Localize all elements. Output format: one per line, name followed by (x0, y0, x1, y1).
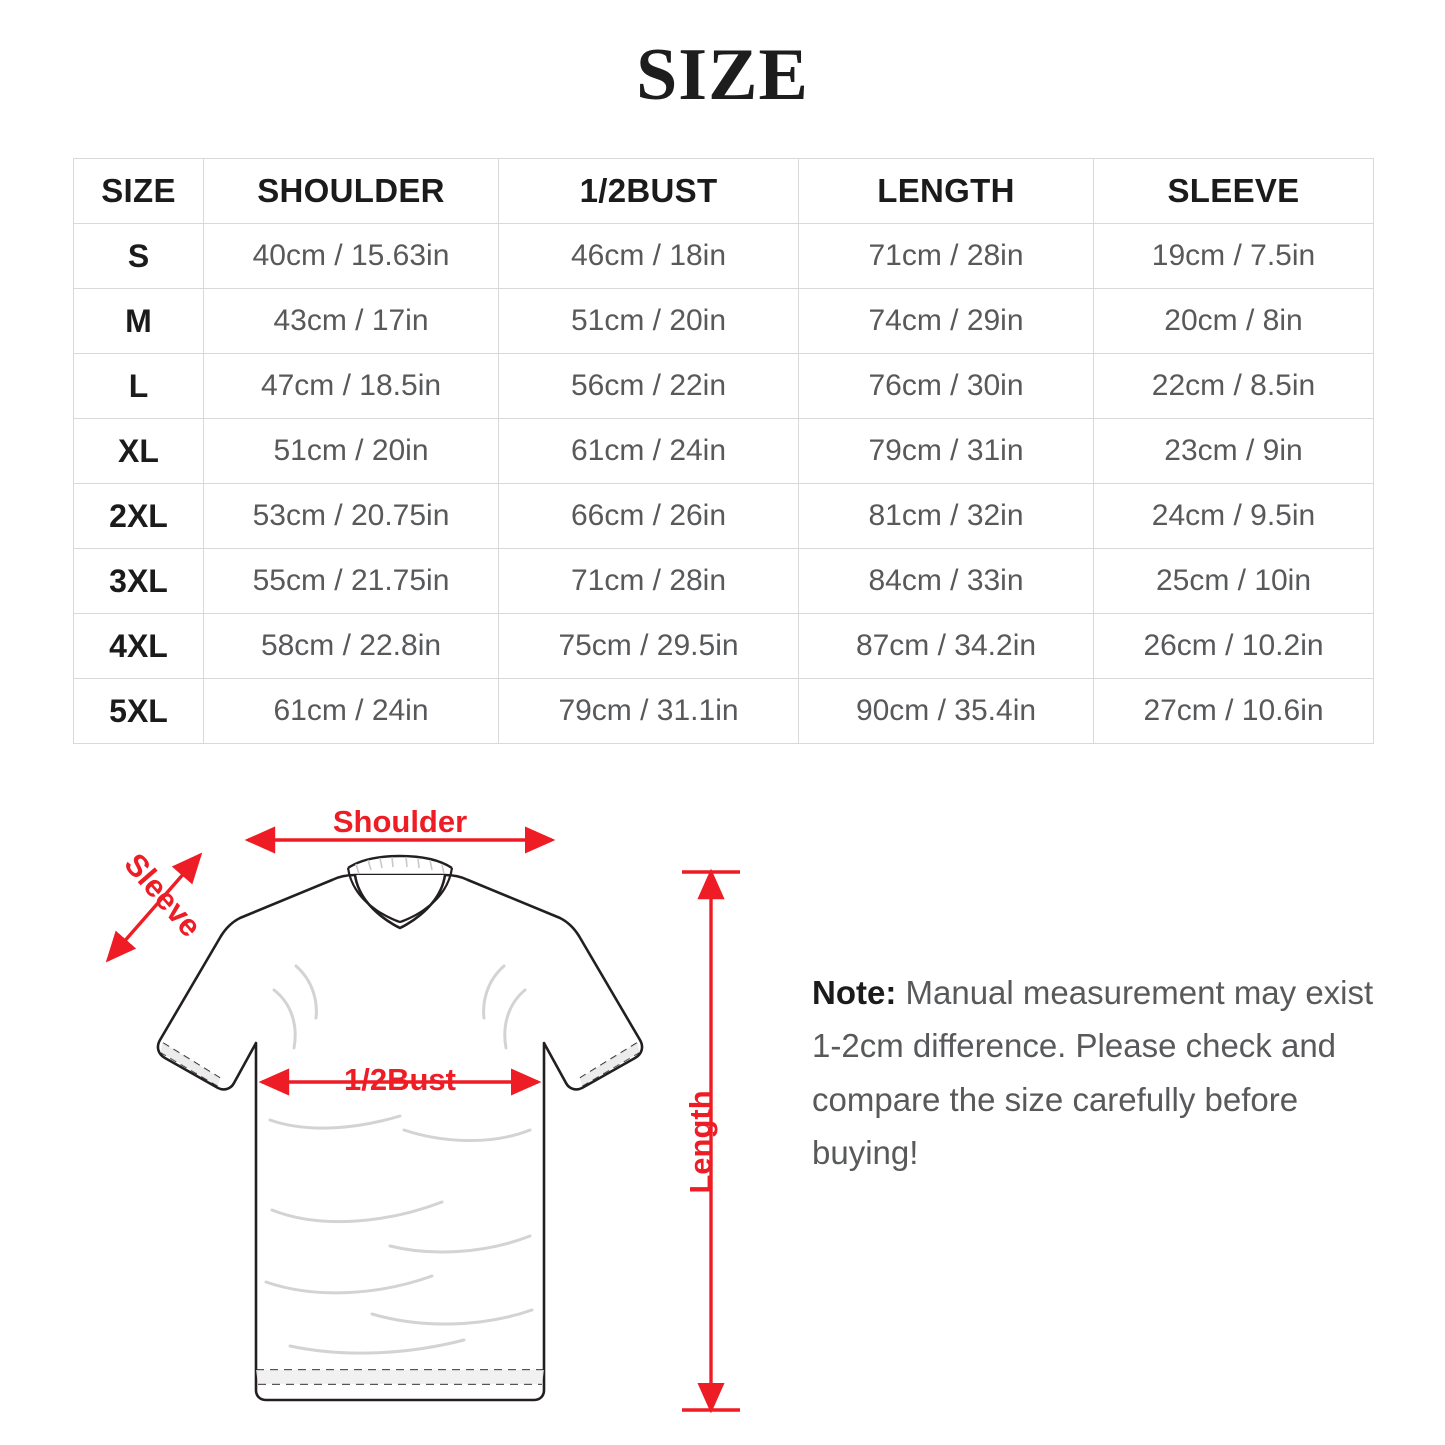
size-table-container (73, 158, 1373, 744)
tshirt-illustration (158, 856, 642, 1400)
cell-shoulder: 55cm / 21.75in (204, 549, 499, 614)
cell-sleeve: 20cm / 8in (1094, 289, 1374, 354)
cell-bust: 75cm / 29.5in (499, 614, 799, 679)
cell-bust: 61cm / 24in (499, 419, 799, 484)
table-row (74, 419, 1374, 484)
cell-bust: 51cm / 20in (499, 289, 799, 354)
page-title: SIZE (636, 34, 809, 116)
cell-shoulder: 51cm / 20in (204, 419, 499, 484)
cell-size: 3XL (74, 549, 204, 614)
cell-sleeve: 23cm / 9in (1094, 419, 1374, 484)
cell-bust: 46cm / 18in (499, 224, 799, 289)
cell-length: 74cm / 29in (799, 289, 1094, 354)
cell-sleeve: 27cm / 10.6in (1094, 679, 1374, 744)
size-table (73, 158, 1374, 744)
table-row (74, 224, 1374, 289)
cell-shoulder: 61cm / 24in (204, 679, 499, 744)
cell-shoulder: 43cm / 17in (204, 289, 499, 354)
cell-length: 71cm / 28in (799, 224, 1094, 289)
cell-bust: 79cm / 31.1in (499, 679, 799, 744)
table-header-row (74, 159, 1374, 224)
tshirt-measurement-diagram (60, 790, 820, 1430)
cell-size: M (74, 289, 204, 354)
cell-bust: 66cm / 26in (499, 484, 799, 549)
cell-size: 5XL (74, 679, 204, 744)
cell-sleeve: 24cm / 9.5in (1094, 484, 1374, 549)
table-row (74, 679, 1374, 744)
shoulder-measure-annotation (248, 804, 552, 840)
length-measure-annotation (682, 872, 740, 1410)
cell-sleeve: 19cm / 7.5in (1094, 224, 1374, 289)
sleeve-label: Sleeve (117, 846, 209, 944)
cell-size: S (74, 224, 204, 289)
column-header-bust: 1/2BUST (499, 159, 799, 224)
column-header-size: SIZE (74, 159, 204, 224)
cell-size: 2XL (74, 484, 204, 549)
cell-shoulder: 58cm / 22.8in (204, 614, 499, 679)
cell-length: 76cm / 30in (799, 354, 1094, 419)
table-row (74, 354, 1374, 419)
cell-length: 84cm / 33in (799, 549, 1094, 614)
cell-length: 81cm / 32in (799, 484, 1094, 549)
cell-length: 90cm / 35.4in (799, 679, 1094, 744)
table-row (74, 289, 1374, 354)
shoulder-label: Shoulder (332, 804, 468, 839)
cell-size: L (74, 354, 204, 419)
cell-shoulder: 53cm / 20.75in (204, 484, 499, 549)
bust-label: 1/2Bust (344, 1062, 456, 1097)
cell-shoulder: 40cm / 15.63in (204, 224, 499, 289)
note-label: Note: (812, 974, 897, 1011)
note-text: Manual measurement may exist 1-2cm difference. Please check and compare the size carefully before buying! (812, 974, 1374, 1172)
cell-size: XL (74, 419, 204, 484)
cell-length: 87cm / 34.2in (799, 614, 1094, 679)
table-row (74, 549, 1374, 614)
table-row (74, 484, 1374, 549)
cell-sleeve: 25cm / 10in (1094, 549, 1374, 614)
length-label: Length (683, 1090, 718, 1194)
cell-shoulder: 47cm / 18.5in (204, 354, 499, 419)
column-header-length: LENGTH (799, 159, 1094, 224)
cell-sleeve: 22cm / 8.5in (1094, 354, 1374, 419)
column-header-sleeve: SLEEVE (1094, 159, 1374, 224)
table-row (74, 614, 1374, 679)
cell-bust: 56cm / 22in (499, 354, 799, 419)
cell-sleeve: 26cm / 10.2in (1094, 614, 1374, 679)
note-block (812, 966, 1387, 1180)
column-header-shoulder: SHOULDER (204, 159, 499, 224)
cell-length: 79cm / 31in (799, 419, 1094, 484)
sleeve-measure-annotation (108, 847, 208, 960)
cell-size: 4XL (74, 614, 204, 679)
cell-bust: 71cm / 28in (499, 549, 799, 614)
